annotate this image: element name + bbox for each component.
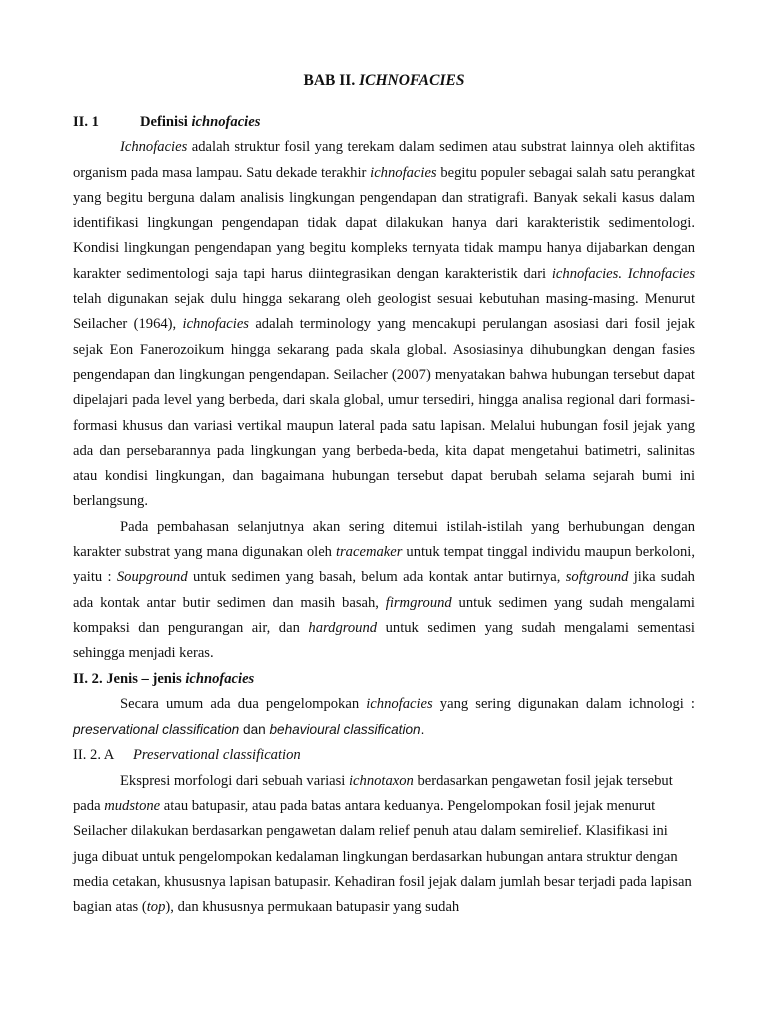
- section-label-italic: ichnofacies: [191, 114, 261, 130]
- text-run: Secara umum ada dua pengelompokan: [120, 695, 367, 712]
- text-run: .: [420, 722, 425, 738]
- text-run: Ekspresi morfologi dari sebuah variasi: [120, 772, 349, 789]
- text-run: untuk tempat tinggal individu maupun berkoloni, yaitu :: [73, 544, 696, 586]
- section-heading-jenis: [73, 667, 695, 692]
- document-page: [73, 68, 695, 921]
- subsection-label-italic: Preservational classification: [133, 747, 301, 764]
- text-run: begitu populer sebagai salah satu perangkat yang begitu berguna dalam analisis lingkungan pengendapan dan stratigrafi. Banyak sekali kasus dalam identifikasi lingkungan pengendapan tidak dapat dilakukan hanya dari karakteristik sedimentologi. Kondisi lingkungan pengendapan yang begitu kompleks ternyata tidak mampu hanya dijabarkan dengan karakter sedimentologi saja tapi harus diintegrasikan dengan karakteristik dari: [73, 164, 695, 282]
- text-run: ichnofacies: [366, 695, 433, 712]
- chapter-title-italic: ICHNOFACIES: [359, 72, 465, 89]
- text-run: preservational classification: [73, 722, 240, 738]
- section-label: II. 2. Jenis – jenis: [73, 670, 186, 687]
- text-run: Ichnofacies: [120, 139, 188, 156]
- section-heading-definisi: [73, 110, 695, 135]
- section-label: Definisi: [140, 114, 192, 130]
- text-run: telah digunakan sejak dulu hingga sekarang oleh geologist sesuai kebutuhan masing-masing. Menurut Seilacher (1964),: [73, 291, 695, 333]
- text-run: top: [146, 899, 166, 916]
- text-run: firmground: [385, 594, 452, 611]
- text-run: ichnofacies: [182, 316, 249, 333]
- text-run: ), dan khususnya permukaan batupasir yang sudah: [165, 899, 460, 916]
- subsection-number: II. 2. A: [73, 747, 115, 764]
- section-label-italic: ichnofacies: [185, 670, 255, 687]
- chapter-title-prefix: BAB II.: [303, 72, 360, 89]
- paragraph-substrat: [73, 515, 695, 667]
- text-run: ichnotaxon: [348, 772, 414, 789]
- text-run: untuk sedimen yang basah, belum ada kontak antar butirnya,: [187, 569, 566, 586]
- text-run: adalah struktur fosil yang terekam dalam sedimen atau substrat lainnya oleh aktifitas organism pada masa lampau. Satu dekade terakhir: [73, 139, 695, 181]
- paragraph-jenis: [73, 692, 695, 744]
- text-run: hardground: [308, 619, 378, 636]
- paragraph-definisi: [73, 135, 695, 514]
- text-run: ichnofacies: [370, 164, 437, 181]
- text-run: ichnofacies. Ichnofacies: [551, 265, 696, 282]
- paragraph-preservational: [73, 769, 695, 921]
- text-run: berdasarkan pengawetan fosil jejak tersebut pada: [73, 772, 673, 815]
- section-number: II. 1: [73, 114, 99, 130]
- chapter-title: [73, 68, 695, 93]
- text-run: Pada pembahasan selanjutnya akan sering ditemui istilah-istilah yang berhubungan dengan karakter substrat yang mana digunakan oleh: [73, 518, 695, 561]
- text-run: Soupground: [116, 569, 188, 586]
- text-run: adalah terminology yang mencakupi perulangan asosiasi dari fosil jejak sejak Eon Fanerozoikum hingga sekarang pada skala global. Asosiasinya dihubungkan dengan fasies pengendapan dan lingkungan pengendapan. Seilacher (2007) menyatakan bahwa hubungan tersebut dapat dipelajari pada level yang berbeda, dari skala global, umur tersediri, hingga analisa regional dari formasi-formasi khusus dan variasi vertikal maupun lateral pada satu lapisan. Melalui hubungan fosil jejak yang ada dan persebarannya pada lingkungan yang berbeda-beda, kita dapat mengetahui batimetri, salinitas atau kondisi lingkungan, dan bagaimana hubungan tersebut dapat berubah selama sejarah bumi ini berlangsung.: [73, 316, 695, 510]
- text-run: untuk sedimen yang sudah mengalami sementasi sehingga menjadi keras.: [73, 619, 695, 662]
- text-run: jika sudah ada kontak antar butir sedimen dan masih basah,: [73, 569, 695, 611]
- text-run: atau batupasir, atau pada batas antara keduanya. Pengelompokan fosil jejak menurut Seilacher dilakukan berdasarkan pengawetan dalam relief penuh atau dalam semirelief. Klasifikasi ini juga dibuat untuk pengelompokan kedalaman lingkungan berdasarkan hubungan antara struktur dengan media cetakan, khususnya lapisan batupasir. Kehadiran fosil jejak dalam jumlah besar terjadi pada lapisan bagian atas (: [73, 798, 692, 916]
- text-run: mudstone: [104, 798, 161, 815]
- text-run: tracemaker: [335, 544, 403, 561]
- text-run: dan: [239, 722, 270, 738]
- subsection-heading-preservational: [73, 743, 695, 768]
- text-run: yang sering digunakan dalam ichnologi :: [432, 695, 695, 712]
- text-run: untuk sedimen yang sudah mengalami kompaksi dan pengurangan air, dan: [73, 594, 695, 636]
- text-run: softground: [565, 569, 629, 586]
- text-run: behavioural classification: [269, 722, 421, 738]
